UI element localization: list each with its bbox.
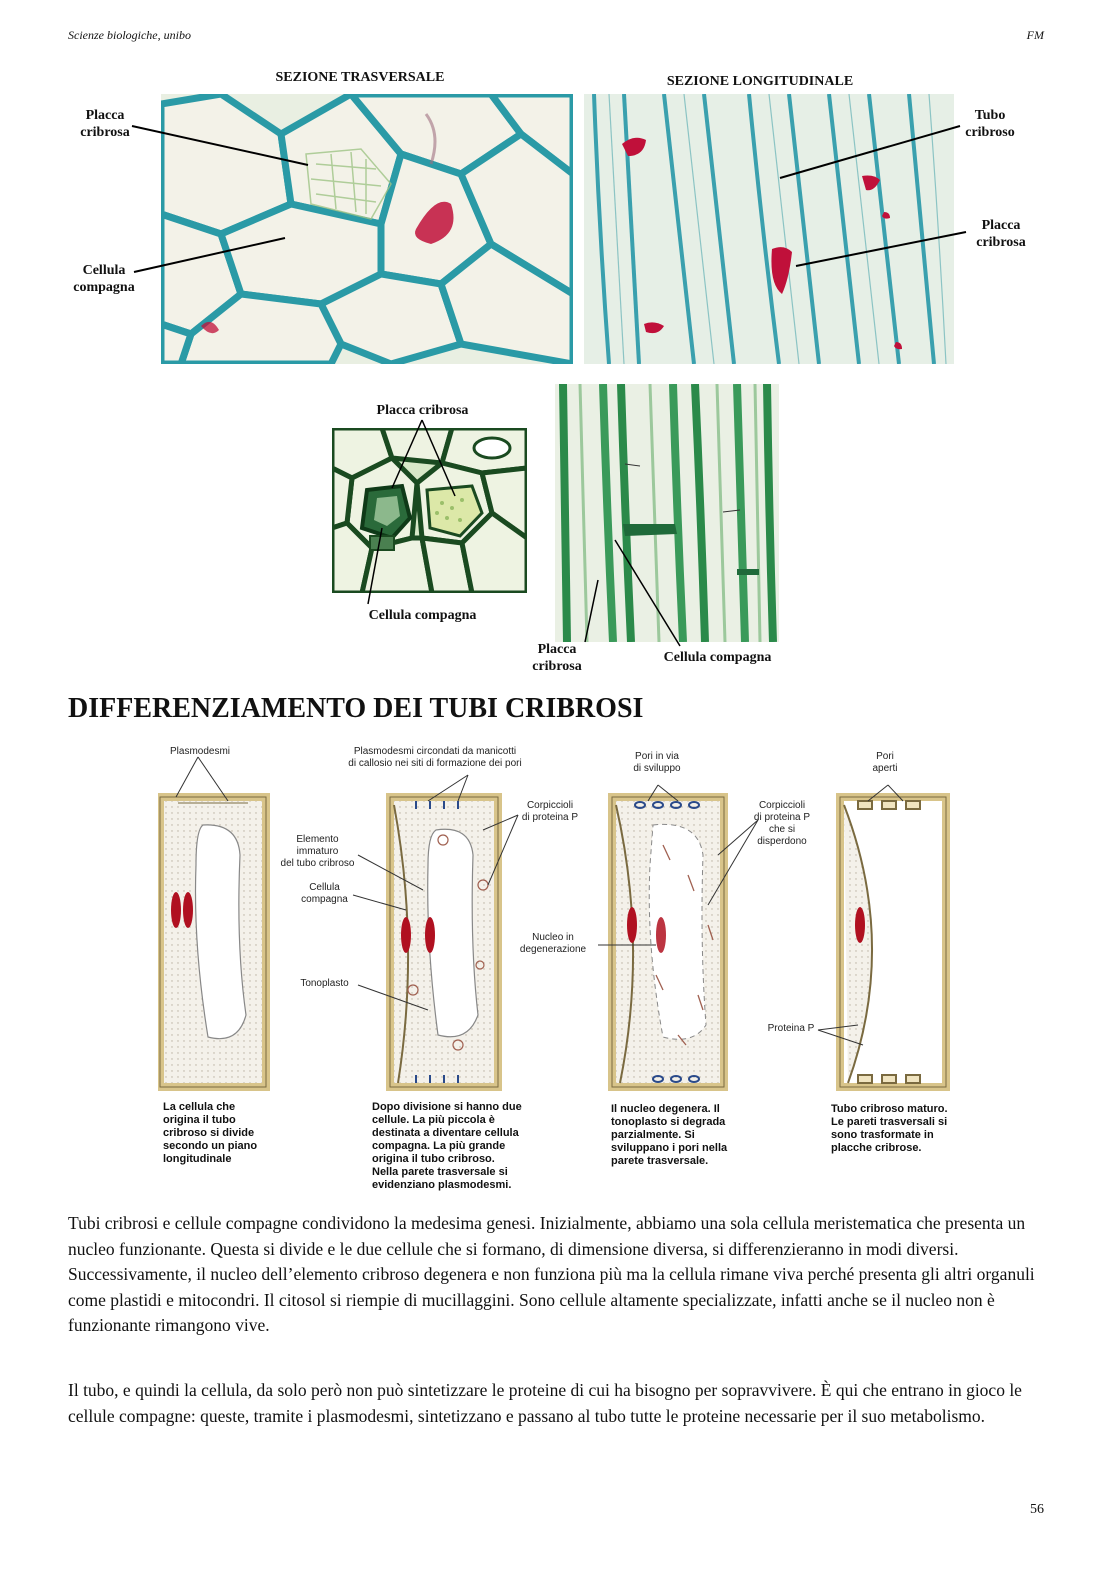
stage-4: [840, 797, 946, 1087]
label-tubo-cribroso-right: Tubo cribroso: [965, 108, 1015, 140]
section-title: DIFFERENZIAMENTO DEI TUBI CRIBROSI: [68, 693, 644, 724]
header-right: FM: [1026, 28, 1044, 42]
label-placca-cribrosa-long: Placca cribrosa: [532, 642, 582, 674]
stage-3: [612, 797, 724, 1087]
leader-lines-middle-left: [330, 418, 550, 608]
paragraph-2: Il tubo, e quindi la cellula, da solo però non può sintetizzare le proteine di cui ha bisogno per sopravvivere. È qui che entrano in gioco le cellule compagne: queste, tramite i plasmodesmi, sintetizzano e passano al tubo tutte le proteine necessarie per il suo metabolismo.: [68, 1380, 1022, 1426]
title-sezione-longitudinale: SEZIONE LONGITUDINALE: [666, 74, 854, 89]
leader-lines-top: [0, 0, 1116, 380]
caption-stage-4: Tubo cribroso maturo. Le pareti trasversali si sono trasformate in placche cribrose.: [831, 1103, 948, 1154]
dlabel-elemento-immaturo: Elemento immaturo del tubo cribroso: [280, 834, 355, 869]
label-placca-cribrosa-right: Placca cribrosa: [976, 218, 1026, 250]
label-placca-cribrosa-middle: Placca cribrosa: [376, 403, 469, 418]
paragraph-1: Tubi cribrosi e cellule compagne condividono la medesima genesi. Inizialmente, abbiamo una sola cellula meristematica che presenta un nucleo funzionante. Questa si divide e le due cellule che si formano, di dimensione diversa, si differenzieranno in modi diversi. Successivamente, il nucleo dell’elemento cribroso degenera e non funziona più ma la cellula rimane viva perché presenta gli altri organuli come plastidi e mitocondri. Il citosol si riempie di mucillaggini. Sono cellule altamente specializzate, infatti anche se il nucleo non è funzionante rimangono vive.: [68, 1213, 1035, 1335]
dlabel-corpiccioli-2: Corpiccioli di proteina P che si disperdono: [753, 800, 811, 847]
caption-stage-1: La cellula che origina il tubo cribroso si divide secondo un piano longitudinale: [163, 1101, 258, 1165]
dlabel-pori-aperti: Pori aperti: [872, 751, 898, 774]
dlabel-tonoplasto: Tonoplasto: [300, 978, 349, 989]
diagram-sieve-tube-differentiation: [158, 745, 958, 1095]
dlabel-nucleo-degenerazione: Nucleo in degenerazione: [519, 932, 587, 955]
label-cellula-compagna-middle: Cellula compagna: [368, 608, 477, 623]
stage-2: [390, 797, 498, 1087]
label-cellula-compagna-left: Cellula compagna: [73, 263, 135, 295]
dlabel-cellula-compagna: Cellula compagna: [301, 882, 348, 905]
caption-stage-2: Dopo divisione si hanno due cellule. La più piccola è destinata a diventare cellula compagna. La più grande origina il tubo cribroso. Nella parete trasversale si evidenziano plasmodesmi.: [372, 1101, 522, 1191]
dlabel-corpiccioli-1: Corpiccioli di proteina P: [521, 800, 579, 823]
title-sezione-trasversale: SEZIONE TRASVERSALE: [275, 70, 445, 85]
label-cellula-compagna-long: Cellula compagna: [663, 650, 772, 665]
dlabel-proteina-p: Proteina P: [767, 1023, 815, 1034]
stage-1: [160, 797, 266, 1087]
leader-lines-middle-right: [540, 520, 740, 650]
header-left: Scienze biologiche, unibo: [68, 28, 191, 42]
dlabel-plasmodesmi-callosio: Plasmodesmi circondati da manicotti di callosio nei siti di formazione dei pori: [348, 746, 522, 769]
page-number: 56: [1030, 1502, 1044, 1517]
dlabel-pori-sviluppo: Pori in via di sviluppo: [633, 751, 681, 774]
dlabel-plasmodesmi: Plasmodesmi: [170, 746, 231, 757]
label-placca-cribrosa-left: Placca cribrosa: [80, 108, 130, 140]
caption-stage-3: Il nucleo degenera. Il tonoplasto si degrada parzialmente. Si sviluppano i pori nella parete trasversale.: [611, 1103, 728, 1167]
